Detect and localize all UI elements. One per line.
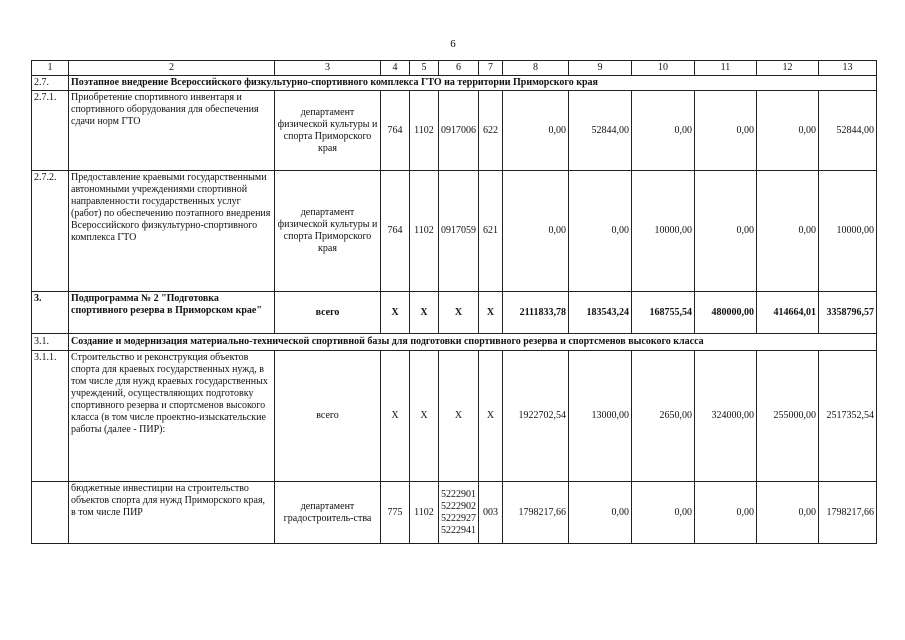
target-article-code: Х (454, 410, 463, 421)
grbs-code: Х (381, 292, 410, 334)
target-article-code: 0917059 (441, 225, 476, 236)
target-article-codes (439, 292, 479, 334)
executor: департамент физической культуры и спорта Приморского края (275, 171, 381, 292)
expense-type-code: 622 (479, 91, 503, 171)
target-article-code: 0917006 (441, 124, 476, 136)
expense-type-code: 621 (479, 171, 503, 292)
table-row (32, 171, 877, 292)
year-amount: 183543,24 (569, 292, 632, 334)
grbs-code: 764 (381, 91, 410, 171)
year-amount: 0,00 (757, 482, 819, 544)
row-number: 2.7. (32, 76, 69, 91)
column-header: 4 (381, 61, 410, 76)
measure-name: Предоставление краевыми государственными автономными учреждениями спортивной направленности государственных услуг (работ) по обеспечению поэтапного внедрения Всероссийского физкультурно-спортивного комплекса ГТО (69, 171, 275, 292)
subprogram-row (32, 292, 877, 334)
target-article-code: 5222941 (441, 524, 476, 536)
row-number: 2.7.2. (32, 171, 69, 292)
column-header: 11 (695, 61, 757, 76)
year-amount: 414664,01 (757, 292, 819, 334)
total-amount: 2517352,54 (819, 351, 877, 482)
table-row (32, 351, 877, 482)
section-title: Поэтапное внедрение Всероссийского физкультурно-спортивного комплекса ГТО на территории Приморского края (69, 76, 877, 91)
year-amount: 1922702,54 (503, 351, 569, 482)
year-amount: 0,00 (695, 91, 757, 171)
row-number: 3.1.1. (32, 351, 69, 482)
measure-name: Строительство и реконструкция объектов спорта для краевых государственных нужд, в том числе для нужд краевых государственных учреждений, осуществляющих подготовку спортивного резерва и спортсменов высокого класса (в том числе проектно-изыскательские работы (далее - ПИР): (69, 351, 275, 482)
year-amount: 480000,00 (695, 292, 757, 334)
target-article-code: 5222902 (441, 500, 476, 512)
column-header: 7 (479, 61, 503, 76)
year-amount: 0,00 (569, 482, 632, 544)
expense-type-code: Х (479, 351, 503, 482)
row-number: 3. (32, 292, 69, 334)
measure-name: Подпрограмма № 2 "Подготовка спортивного резерва в Приморском крае" (69, 292, 275, 334)
target-article-code: 5222901 (441, 488, 476, 500)
section-code: Х (410, 292, 439, 334)
column-header: 5 (410, 61, 439, 76)
year-amount: 0,00 (503, 91, 569, 171)
grbs-code: 775 (381, 482, 410, 544)
measure-name: бюджетные инвестиции на строительство объектов спорта для нужд Приморского края, в том числе ПИР (69, 482, 275, 544)
total-amount: 52844,00 (819, 91, 877, 171)
column-header: 3 (275, 61, 381, 76)
column-header: 12 (757, 61, 819, 76)
table-row (32, 91, 877, 171)
column-header: 8 (503, 61, 569, 76)
executor: департамент градостроитель-ства (275, 482, 381, 544)
executor: департамент физической культуры и спорта Приморского края (275, 91, 381, 171)
target-article-code: Х (454, 306, 463, 318)
year-amount: 255000,00 (757, 351, 819, 482)
target-article-codes (439, 91, 479, 171)
column-header: 1 (32, 61, 69, 76)
row-number (32, 482, 69, 544)
year-amount: 0,00 (695, 171, 757, 292)
section-code: 1102 (410, 171, 439, 292)
executor: всего (275, 292, 381, 334)
year-amount: 0,00 (503, 171, 569, 292)
year-amount: 13000,00 (569, 351, 632, 482)
total-amount: 3358796,57 (819, 292, 877, 334)
total-amount: 1798217,66 (819, 482, 877, 544)
target-article-codes (439, 351, 479, 482)
page-number: 6 (450, 38, 456, 50)
year-amount: 0,00 (757, 171, 819, 292)
column-header: 6 (439, 61, 479, 76)
target-article-codes (439, 482, 479, 544)
year-amount: 2111833,78 (503, 292, 569, 334)
section-title: Создание и модернизация материально-технической спортивной базы для подготовки спортивного резерва и спортсменов высокого класса (69, 334, 877, 351)
section-row (32, 334, 877, 351)
year-amount: 0,00 (569, 171, 632, 292)
section-code: 1102 (410, 482, 439, 544)
column-header: 13 (819, 61, 877, 76)
executor: всего (275, 351, 381, 482)
expense-type-code: Х (479, 292, 503, 334)
year-amount: 0,00 (757, 91, 819, 171)
column-header: 10 (632, 61, 695, 76)
column-number-row (32, 61, 877, 76)
year-amount: 2650,00 (632, 351, 695, 482)
grbs-code: Х (381, 351, 410, 482)
target-article-codes (439, 171, 479, 292)
year-amount: 0,00 (632, 91, 695, 171)
target-article-code: 5222927 (441, 512, 476, 524)
grbs-code: 764 (381, 171, 410, 292)
row-number: 2.7.1. (32, 91, 69, 171)
row-number: 3.1. (32, 334, 69, 351)
total-amount: 10000,00 (819, 171, 877, 292)
year-amount: 0,00 (632, 482, 695, 544)
table-row (32, 482, 877, 544)
year-amount: 168755,54 (632, 292, 695, 334)
budget-table (31, 60, 877, 544)
measure-name: Приобретение спортивного инвентаря и спортивного оборудования для обеспечения сдачи норм ГТО (69, 91, 275, 171)
year-amount: 10000,00 (632, 171, 695, 292)
year-amount: 52844,00 (569, 91, 632, 171)
year-amount: 324000,00 (695, 351, 757, 482)
section-code: Х (410, 351, 439, 482)
column-header: 2 (69, 61, 275, 76)
year-amount: 0,00 (695, 482, 757, 544)
expense-type-code: 003 (479, 482, 503, 544)
year-amount: 1798217,66 (503, 482, 569, 544)
section-row (32, 76, 877, 91)
column-header: 9 (569, 61, 632, 76)
section-code: 1102 (410, 91, 439, 171)
